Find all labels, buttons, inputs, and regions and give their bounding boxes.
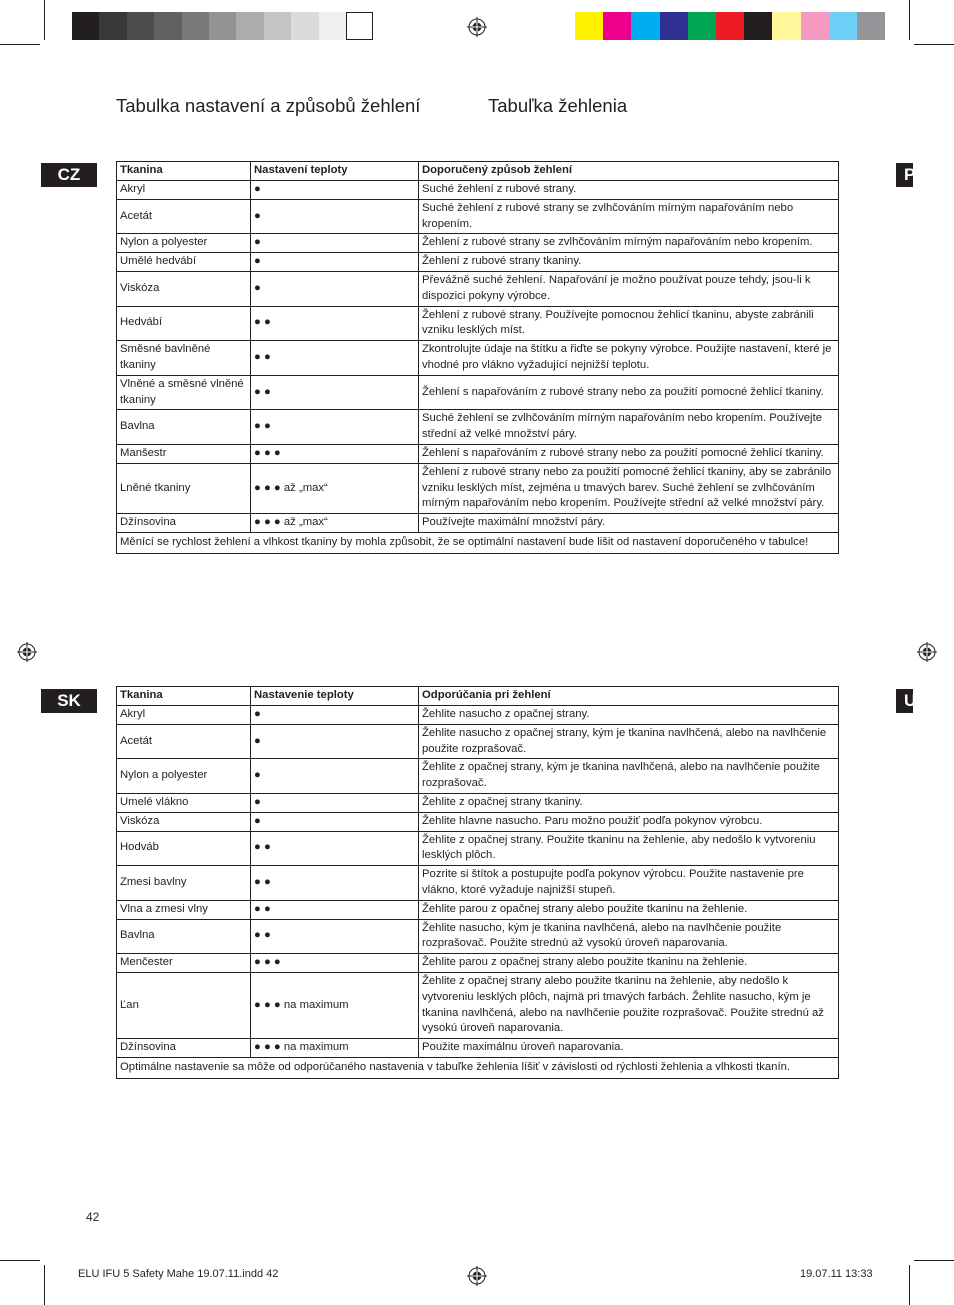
fabric-cell: Bavlna (117, 410, 251, 445)
method-cell: Žehlite nasucho z opačnej strany. (419, 706, 839, 725)
fabric-cell: Směsné bavlněné tkaniny (117, 341, 251, 376)
temperature-cell: ● (251, 199, 419, 234)
table-row (117, 724, 839, 759)
temperature-cell: ● (251, 706, 419, 725)
gray-swatch (236, 12, 263, 40)
table-row (117, 463, 839, 513)
table-row (117, 759, 839, 794)
table-row (117, 706, 839, 725)
method-cell: Žehlite parou z opačnej strany alebo použite tkaninu na žehlenie. (419, 900, 839, 919)
table-note-row (117, 532, 839, 553)
gray-swatch (99, 12, 126, 40)
temperature-cell: ● (251, 724, 419, 759)
cz-language-tab: CZ (41, 163, 97, 187)
temperature-cell: ● ● ● na maximum (251, 972, 419, 1038)
process-swatch (772, 12, 800, 40)
header-fabric: Tkanina (117, 162, 251, 181)
fabric-cell: Vlněné a směsné vlněné tkaniny (117, 375, 251, 410)
registration-mark-icon (917, 642, 937, 662)
table-note: Optimálne nastavenie sa môže od odporúčaného nastavenia v tabuľke žehlenia líšiť v závislosti od rýchlosti žehlenia a vlhkosti tkanín. (117, 1057, 839, 1078)
process-swatch (660, 12, 688, 40)
gray-swatch (264, 12, 291, 40)
temperature-cell: ● (251, 181, 419, 200)
table-header-row (117, 162, 839, 181)
fabric-cell: Umělé hedvábí (117, 253, 251, 272)
header-temperature: Nastavenie teploty (251, 687, 419, 706)
fabric-cell: Akryl (117, 181, 251, 200)
fabric-cell: Nylon a polyester (117, 759, 251, 794)
method-cell: Žehlite nasucho, kým je tkanina navlhčená, alebo na navlhčenie použite rozprašovač. Použite strednú až vysokú úroveň naparovania. (419, 919, 839, 954)
process-swatch (631, 12, 659, 40)
temperature-cell: ● (251, 812, 419, 831)
gray-swatch (154, 12, 181, 40)
sk-language-tab: SK (41, 689, 97, 713)
method-cell: Použite maximálnu úroveň naparovania. (419, 1039, 839, 1058)
temperature-cell: ● ● (251, 375, 419, 410)
method-cell: Žehlení z rubové strany. Používejte pomocnou žehlicí tkaninu, abyste zabránili vzniku lesklých míst. (419, 306, 839, 341)
fabric-cell: Lněné tkaniny (117, 463, 251, 513)
table-row (117, 306, 839, 341)
table-row (117, 793, 839, 812)
process-swatch (857, 12, 885, 40)
fabric-cell: Džínsovina (117, 514, 251, 533)
method-cell: Žehlite z opačnej strany, kým je tkanina navlhčená, alebo na navlhčenie použite rozprašovač. (419, 759, 839, 794)
gray-swatch (291, 12, 318, 40)
cz-ironing-table (116, 161, 839, 554)
process-swatch (575, 12, 603, 40)
gray-swatch (72, 12, 99, 40)
temperature-cell: ● (251, 759, 419, 794)
temperature-cell: ● ● (251, 306, 419, 341)
fabric-cell: Umelé vlákno (117, 793, 251, 812)
header-fabric: Tkanina (117, 687, 251, 706)
table-row (117, 444, 839, 463)
fabric-cell: Hedvábí (117, 306, 251, 341)
process-swatch (716, 12, 744, 40)
temperature-cell: ● ● (251, 831, 419, 866)
header-method: Odporúčania pri žehlení (419, 687, 839, 706)
fabric-cell: Hodváb (117, 831, 251, 866)
fabric-cell: Viskóza (117, 812, 251, 831)
fabric-cell: Manšestr (117, 444, 251, 463)
method-cell: Převážně suché žehlení. Napařování je možno používat pouze tehdy, jsou-li k dispozici pokyny výrobce. (419, 271, 839, 306)
method-cell: Žehlení z rubové strany tkaniny. (419, 253, 839, 272)
fabric-cell: Nylon a polyester (117, 234, 251, 253)
method-cell: Žehlite z opačnej strany alebo použite tkaninu na žehlenie, aby nedošlo k vytvoreniu lesklých plôch, najmä pri tmavých farbách. Žehlite nasucho, kým je tkanina navlhčená, alebo na navlhčenie použite rozprašovač. Použite strednú až vysokú úroveň naparovania. (419, 972, 839, 1038)
method-cell: Žehlení z rubové strany nebo za použití pomocné žehlicí tkaniny, aby se zabránilo vzniku lesklých míst, zejména u tmavých barev. Suché žehlení se zvlhčováním mírným napařováním nebo kropením. Používejte střední až velké množství páry. (419, 463, 839, 513)
fabric-cell: Ľan (117, 972, 251, 1038)
table-row (117, 199, 839, 234)
method-cell: Pozrite si štítok a postupujte podľa pokynov výrobcu. Použite nastavenie pre vlákno, ktoré vyžaduje najnižší stupeň. (419, 866, 839, 901)
table-row (117, 954, 839, 973)
table-row (117, 514, 839, 533)
page-number: 42 (86, 1210, 100, 1224)
sk-ironing-table (116, 686, 839, 1079)
method-cell: Žehlite nasucho z opačnej strany, kým je tkanina navlhčená, alebo na navlhčenie použite rozprašovač. (419, 724, 839, 759)
table-row (117, 410, 839, 445)
process-swatch (744, 12, 772, 40)
process-swatch (603, 12, 631, 40)
header-temperature: Nastavení teploty (251, 162, 419, 181)
table-row (117, 972, 839, 1038)
table-row (117, 341, 839, 376)
table-row (117, 831, 839, 866)
sk-heading: Tabuľka žehlenia (488, 95, 628, 116)
method-cell: Používejte maximální množství páry. (419, 514, 839, 533)
temperature-cell: ● ● (251, 341, 419, 376)
cz-heading: Tabulka nastavení a způsobů žehlení (116, 95, 421, 116)
method-cell: Žehlení s napařováním z rubové strany nebo za použití pomocné žehlicí tkaniny. (419, 375, 839, 410)
right-language-tab-bottom: U (896, 689, 913, 713)
temperature-cell: ● ● ● (251, 954, 419, 973)
date-slug: 19.07.11 13:33 (800, 1268, 873, 1280)
table-row (117, 919, 839, 954)
table-row (117, 253, 839, 272)
temperature-cell: ● (251, 271, 419, 306)
temperature-cell: ● (251, 253, 419, 272)
temperature-cell: ● ● (251, 410, 419, 445)
method-cell: Zkontrolujte údaje na štítku a řiďte se pokyny výrobce. Použijte nastavení, které je vhodné pro vlákno vyžadující nejnižší teplotu. (419, 341, 839, 376)
temperature-cell: ● ● (251, 866, 419, 901)
fabric-cell: Viskóza (117, 271, 251, 306)
method-cell: Žehlite parou z opačnej strany alebo použite tkaninu na žehlenie. (419, 954, 839, 973)
temperature-cell: ● (251, 234, 419, 253)
method-cell: Žehlení z rubové strany se zvlhčováním mírným napařováním nebo kropením. (419, 234, 839, 253)
gray-swatch (127, 12, 154, 40)
table-row (117, 375, 839, 410)
method-cell: Suché žehlení se zvlhčováním mírným napařováním nebo kropením. Používejte střední až velké množství páry. (419, 410, 839, 445)
gray-swatch (182, 12, 209, 40)
temperature-cell: ● ● ● (251, 444, 419, 463)
fabric-cell: Akryl (117, 706, 251, 725)
method-cell: Žehlite z opačnej strany. Použite tkaninu na žehlenie, aby nedošlo k vytvoreniu lesklých plôch. (419, 831, 839, 866)
fabric-cell: Menčester (117, 954, 251, 973)
gray-swatch (346, 12, 373, 40)
table-row (117, 181, 839, 200)
fabric-cell: Vlna a zmesi vlny (117, 900, 251, 919)
temperature-cell: ● ● (251, 919, 419, 954)
fabric-cell: Zmesi bavlny (117, 866, 251, 901)
gray-swatch (209, 12, 236, 40)
table-note-row (117, 1057, 839, 1078)
process-swatch (829, 12, 857, 40)
process-swatch (801, 12, 829, 40)
process-swatch (688, 12, 716, 40)
temperature-cell: ● ● ● až „max“ (251, 463, 419, 513)
method-cell: Žehlite hlavne nasucho. Paru možno použiť podľa pokynov výrobcu. (419, 812, 839, 831)
registration-mark-icon (17, 642, 37, 662)
fabric-cell: Acetát (117, 724, 251, 759)
file-slug: ELU IFU 5 Safety Mahe 19.07.11.indd 42 (78, 1268, 279, 1280)
method-cell: Suché žehlení z rubové strany se zvlhčováním mírným napařováním nebo kropením. (419, 199, 839, 234)
table-header-row (117, 687, 839, 706)
temperature-cell: ● ● (251, 900, 419, 919)
fabric-cell: Acetát (117, 199, 251, 234)
table-row (117, 1039, 839, 1058)
method-cell: Žehlení s napařováním z rubové strany nebo za použití pomocné žehlicí tkaniny. (419, 444, 839, 463)
header-method: Doporučený způsob žehlení (419, 162, 839, 181)
table-row (117, 866, 839, 901)
temperature-cell: ● ● ● až „max“ (251, 514, 419, 533)
temperature-cell: ● (251, 793, 419, 812)
method-cell: Žehlite z opačnej strany tkaniny. (419, 793, 839, 812)
method-cell: Suché žehlení z rubové strany. (419, 181, 839, 200)
table-note: Měnící se rychlost žehlení a vlhkost tkaniny by mohla způsobit, že se optimální nastavení bude lišit od nastavení doporučeného v tabulce! (117, 532, 839, 553)
table-row (117, 271, 839, 306)
table-row (117, 900, 839, 919)
table-row (117, 812, 839, 831)
right-language-tab-top: P (896, 163, 913, 187)
temperature-cell: ● ● ● na maximum (251, 1039, 419, 1058)
fabric-cell: Bavlna (117, 919, 251, 954)
table-row (117, 234, 839, 253)
gray-swatch (319, 12, 346, 40)
registration-mark-icon (467, 17, 487, 37)
registration-mark-icon (467, 1266, 487, 1286)
fabric-cell: Džínsovina (117, 1039, 251, 1058)
